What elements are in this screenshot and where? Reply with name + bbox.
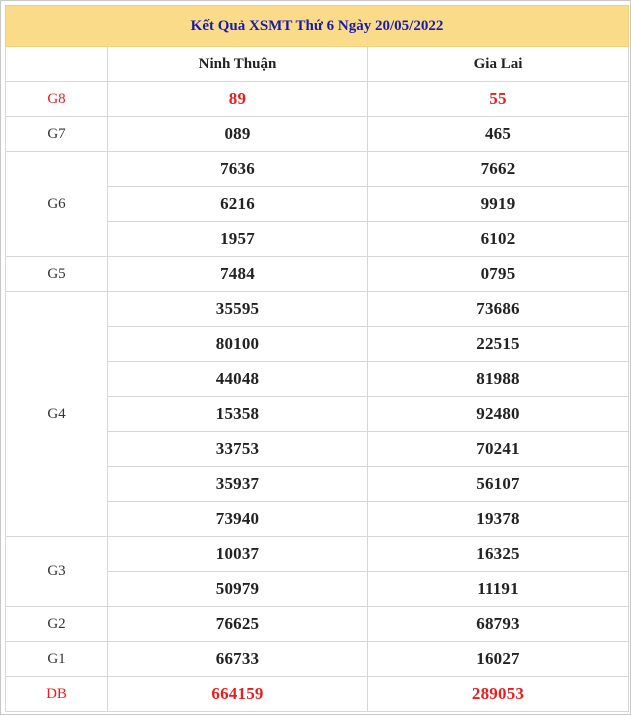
prize-label: G4 (6, 292, 108, 537)
result-number: 80100 (108, 327, 368, 362)
prize-row-g5 (6, 257, 629, 292)
result-number: 55 (368, 82, 629, 117)
result-number: 35595 (108, 292, 368, 327)
result-number: 33753 (108, 432, 368, 467)
prize-label: G5 (6, 257, 108, 292)
province-header-1: Ninh Thuận (108, 47, 368, 82)
result-number: 11191 (368, 572, 629, 607)
prize-row-db (6, 677, 629, 712)
result-number: 68793 (368, 607, 629, 642)
result-number: 0795 (368, 257, 629, 292)
prize-label: DB (6, 677, 108, 712)
result-number: 56107 (368, 467, 629, 502)
prize-label: G6 (6, 152, 108, 257)
result-number: 1957 (108, 222, 368, 257)
result-number: 35937 (108, 467, 368, 502)
prize-row-g2 (6, 607, 629, 642)
result-number: 73686 (368, 292, 629, 327)
prize-row-g3 (6, 537, 629, 572)
result-number: 15358 (108, 397, 368, 432)
result-number: 81988 (368, 362, 629, 397)
prize-row-g6 (6, 152, 629, 187)
prize-row-g4 (6, 292, 629, 327)
prize-row-g1 (6, 642, 629, 677)
province-header-2: Gia Lai (368, 47, 629, 82)
header-row (6, 47, 629, 82)
result-number: 92480 (368, 397, 629, 432)
prize-label: G8 (6, 82, 108, 117)
prize-column-header (6, 47, 108, 82)
result-number: 89 (108, 82, 368, 117)
prize-label: G1 (6, 642, 108, 677)
result-number: 16027 (368, 642, 629, 677)
title-row (6, 6, 629, 47)
prize-row-g8 (6, 82, 629, 117)
result-number: 465 (368, 117, 629, 152)
result-number: 664159 (108, 677, 368, 712)
result-number: 10037 (108, 537, 368, 572)
result-number: 44048 (108, 362, 368, 397)
result-number: 22515 (368, 327, 629, 362)
result-number: 6216 (108, 187, 368, 222)
result-number: 6102 (368, 222, 629, 257)
result-number: 19378 (368, 502, 629, 537)
result-number: 289053 (368, 677, 629, 712)
result-number: 7484 (108, 257, 368, 292)
lottery-results-table (5, 5, 629, 712)
page-title: Kết Quả XSMT Thứ 6 Ngày 20/05/2022 (6, 6, 629, 47)
prize-row-g7 (6, 117, 629, 152)
result-number: 7636 (108, 152, 368, 187)
result-number: 7662 (368, 152, 629, 187)
result-number: 16325 (368, 537, 629, 572)
result-number: 50979 (108, 572, 368, 607)
result-number: 76625 (108, 607, 368, 642)
result-number: 70241 (368, 432, 629, 467)
result-number: 089 (108, 117, 368, 152)
result-number: 73940 (108, 502, 368, 537)
prize-label: G7 (6, 117, 108, 152)
result-number: 9919 (368, 187, 629, 222)
result-number: 66733 (108, 642, 368, 677)
prize-label: G2 (6, 607, 108, 642)
prize-label: G3 (6, 537, 108, 607)
